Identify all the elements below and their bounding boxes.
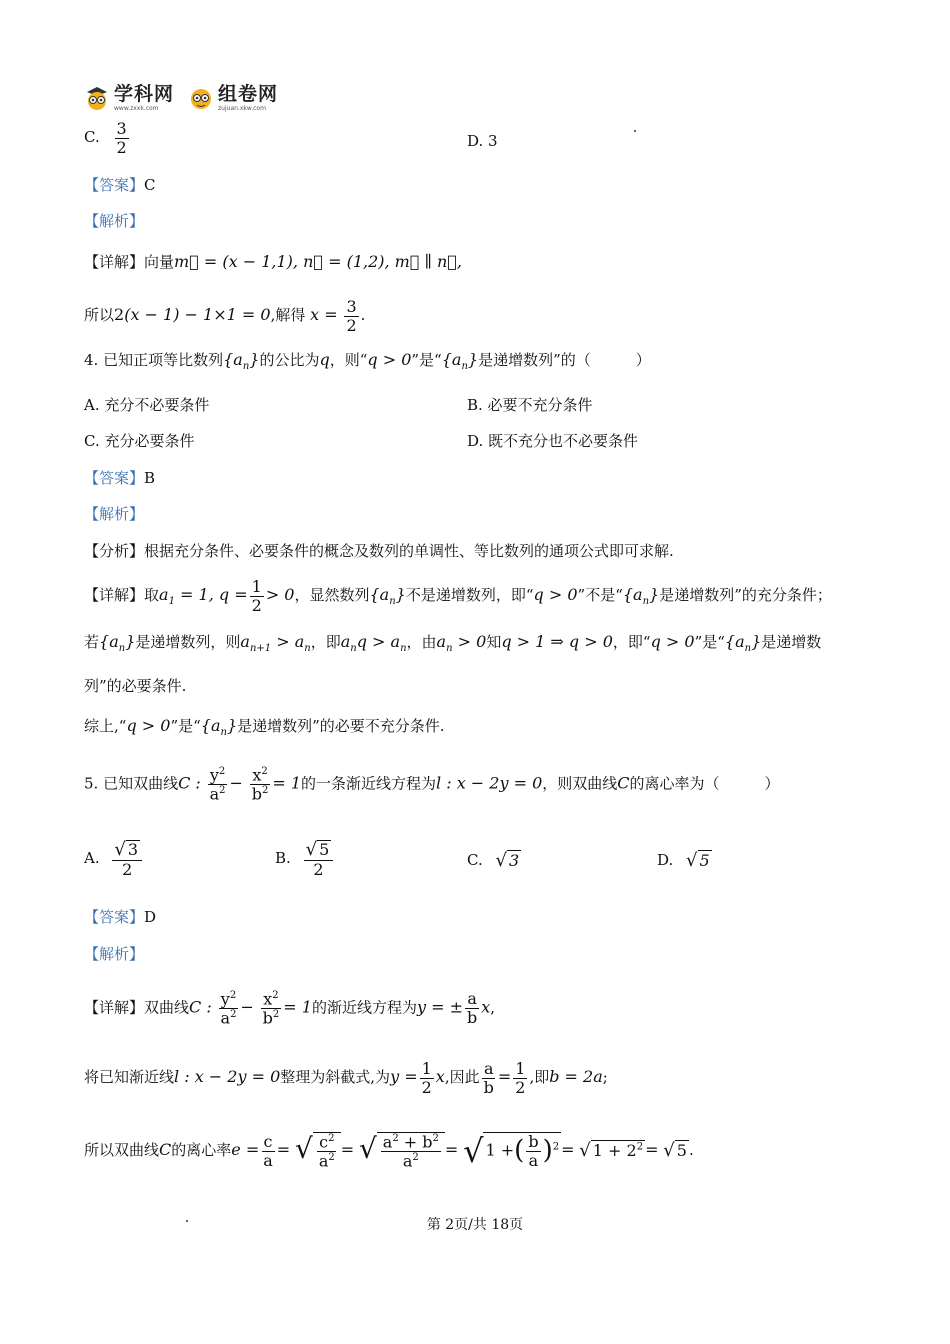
math-expr: $a_1 = 1$, q = (159, 585, 248, 608)
math-expr: $\{a_n\}$ (99, 632, 136, 655)
option-label: B. (275, 849, 291, 868)
q4-detail-3: 列”的必要条件. (84, 677, 187, 695)
q5-option-b (275, 840, 335, 878)
detail-text: 所以双曲线 (84, 1141, 160, 1160)
math-expr: $\{a_n\}$ (622, 585, 660, 608)
math-expr: $\{a_n\}$ (200, 716, 238, 739)
q5-option-c (467, 850, 521, 872)
math-expr: = (497, 1067, 512, 1087)
math-expr: q > 0 (126, 716, 171, 735)
q4-stem (84, 350, 651, 373)
math-expr: q > 0 (533, 585, 578, 605)
math-expr: x (435, 1067, 445, 1087)
math-expr: $\{a_n\}$ (369, 585, 406, 608)
math-expr: C : (178, 773, 201, 793)
math-expr: = (276, 1140, 291, 1160)
detail-text: 整理为斜截式,为 (280, 1068, 391, 1087)
detail-text: 取 (144, 586, 160, 605)
q5-analysis-tag: 【解析】 (84, 945, 145, 963)
detail-text: 是递增数列”的必要不充分条件. (237, 717, 445, 735)
q4-answer (84, 469, 155, 487)
fraction: $\frac{x^2}{b^2}$ (262, 989, 280, 1028)
stem-text: 5. 已知双曲线 (84, 774, 179, 793)
math-expr: l : x − 2y = 0 (174, 1067, 281, 1087)
math-expr: b = 2a (549, 1067, 603, 1087)
q3-detail (84, 252, 462, 271)
math-expr: √ 5 (686, 850, 710, 871)
q4-option-a: A. 充分不必要条件 (84, 396, 210, 414)
logo2-url: zujuan.xkw.com (218, 104, 266, 112)
stem-text: 的离心率为（ ） (629, 774, 780, 793)
math-expr: √ 3 (495, 850, 520, 871)
answer-value: C (144, 176, 156, 194)
math-expr: $\{a_n\}$ (441, 350, 479, 373)
math-expr: C (617, 773, 630, 793)
math-expr: √ 1 +( $\frac{b}{a}$ )$^2$ (463, 1132, 560, 1170)
q3-analysis-tag: 【解析】 (84, 212, 145, 230)
denominator: 2 (116, 137, 127, 157)
answer-tag: 【答案】 (84, 908, 145, 926)
q4-analysis-tag: 【解析】 (84, 505, 145, 523)
detail-text: 不是递增数列，即“ (405, 586, 534, 605)
answer-tag: 【答案】 (84, 469, 145, 487)
detail-text: 将已知渐近线 (84, 1068, 175, 1087)
fenxi-tag: 【分析】 (84, 542, 145, 560)
logo1-url: www.zxxk.com (114, 104, 159, 112)
solve-text: ,解得 (270, 306, 306, 325)
answer-tag: 【答案】 (84, 176, 145, 194)
stray-dot (634, 130, 636, 132)
math-expr: 2(x − 1) − 1×1 = 0 (114, 305, 271, 325)
stem-text: 4. 已知正项等比数列 (84, 351, 224, 369)
math-expr: √ $\frac{a^2 + b^2}{a^2}$ (359, 1132, 445, 1170)
fraction: $\frac{a}{b}$ (483, 1059, 494, 1097)
stem-text: 的公比为 (259, 351, 320, 369)
q4-option-b: B. 必要不充分条件 (467, 396, 593, 414)
q4-detail-4 (84, 716, 445, 739)
detail-text: ，显然数列 (294, 586, 370, 605)
detail-tag: 【详解】 (84, 586, 145, 605)
option-label: A. (84, 849, 100, 868)
q5-stem (84, 766, 780, 803)
q3-option-d: D. 3 (467, 132, 498, 150)
math-expr: $a_{n+1} > a_n$ (240, 632, 311, 655)
q5-detail-2: 将已知渐近线l : x − 2y = 0整理为斜截式,为y = $\frac{1}{2}$ x,因此 $\frac{a}{b}$ = $\frac{1}{2}$ ,即b = 2a; (84, 1059, 608, 1097)
detail-text: 是递增数列”的充分条件； (659, 586, 832, 605)
math-expr: $\{a_n\}$ (223, 350, 260, 373)
q5-option-a (84, 840, 144, 878)
logo-zujuanwang[interactable] (188, 82, 279, 112)
q4-option-d: D. 既不充分也不必要条件 (467, 432, 639, 450)
math-expr: q > 1 ⇒ q > 0 (501, 632, 613, 651)
stem-text: 的一条渐近线方程为 (301, 774, 437, 793)
so-text: 所以 (84, 306, 115, 325)
math-expr: = 1 (272, 773, 301, 793)
detail-text: 综上,“ (84, 717, 127, 735)
fraction: $\frac{1}{2}$ (515, 1059, 526, 1097)
math-expr: = 1 (283, 997, 312, 1017)
fraction (115, 120, 129, 156)
q5-answer (84, 908, 156, 926)
stem-text: ，则“ (329, 351, 368, 369)
detail-text: 的离心率 (171, 1141, 232, 1160)
option-label: C. (467, 850, 483, 869)
math-expr: e = (231, 1140, 260, 1160)
math-expr: − (240, 997, 254, 1017)
page-footer: 第 2页/共 18页 (426, 1217, 524, 1233)
math-expr: = (444, 1140, 459, 1160)
fraction: $\frac{a}{b}$ (466, 989, 478, 1027)
math-expr: x = (310, 305, 338, 325)
detail-text: 是递增数 (761, 633, 822, 651)
numerator: 3 (116, 119, 127, 138)
fraction: $\frac{3}{2}$ (346, 297, 357, 335)
fraction: $\frac{y^2}{a^2}$ (220, 989, 237, 1028)
detail-text: ”不是“ (577, 586, 623, 605)
detail-tag: 【详解】 (84, 253, 145, 271)
stem-text: ”的（ ） (553, 351, 651, 369)
q3-answer (84, 176, 156, 194)
q4-detail-2 (84, 632, 821, 655)
math-expr: y = ± (416, 997, 463, 1017)
stem-text: 是递增数列 (478, 351, 554, 369)
math-expr: q > 0 (367, 350, 412, 369)
math-expr: √ $1 + 2^2$ (579, 1140, 644, 1162)
detail-text: ,即 (529, 1068, 550, 1087)
math-expr: C (159, 1140, 172, 1160)
math-expr: = (645, 1140, 659, 1160)
detail-text: ，由 (406, 633, 437, 651)
fraction: $\frac{1}{2}$ (421, 1059, 432, 1097)
detail-text: 是递增数列，则 (135, 633, 241, 651)
answer-value: D (144, 908, 157, 926)
math-expr: = (340, 1140, 355, 1160)
owl-icon (84, 85, 110, 111)
stem-text: ”是“ (411, 351, 442, 369)
q5-detail-1: 【详解】双曲线C : $\frac{y^2}{a^2}$ − $\frac{x^2}{b^2}$ = 1的渐近线方程为y = ± $\frac{a}{b}$ x, (84, 989, 496, 1028)
math-expr: $a_nq > a_n$ (340, 632, 407, 655)
q4-detail-1 (84, 578, 832, 614)
header-logos (84, 80, 278, 116)
math-expr: $\{a_n\}$ (724, 632, 762, 655)
detail-text: ”是“ (170, 717, 201, 735)
fenxi-text: 根据充分条件、必要条件的概念及数列的单调性、等比数列的通项公式即可求解. (144, 542, 674, 560)
logo2-name: 组卷网 (218, 82, 279, 105)
math-expr: √ 5 (663, 1140, 687, 1162)
math-expr: C : (189, 997, 212, 1017)
fraction: $\frac{x^2}{b^2}$ (251, 765, 269, 804)
math-expr: m⃗ = (x − 1,1), n⃗ = (1,2), m⃗ ∥ n⃗, (174, 252, 462, 271)
q3-option-c (84, 120, 131, 156)
detail-text: 的渐近线方程为 (311, 998, 417, 1017)
math-expr: x (481, 997, 491, 1017)
math-expr: $a_n > 0$ (436, 632, 487, 655)
answer-value: B (144, 469, 156, 487)
q4-fenxi (84, 542, 674, 560)
logo-xuekewang[interactable] (84, 82, 175, 112)
option-label: D. (657, 850, 674, 869)
detail-text: 若 (84, 633, 100, 651)
detail-text: ,因此 (444, 1068, 480, 1087)
math-expr: √ $\frac{c^2}{a^2}$ (295, 1132, 341, 1170)
math-expr: > 0 (265, 585, 295, 605)
detail-text: ，即 (310, 633, 341, 651)
math-expr: l : x − 2y = 0 (436, 773, 543, 793)
fraction: $\frac{c}{a}$ (263, 1132, 273, 1170)
detail-text: 双曲线 (144, 998, 190, 1017)
logo1-name: 学科网 (114, 82, 175, 105)
math-expr: q > 0 (650, 632, 695, 651)
detail-text: ，即“ (612, 633, 651, 651)
option-label: C. (84, 128, 100, 147)
q3-solve: 所以2(x − 1) − 1×1 = 0,解得 x = $\frac{3}{2}$ . (84, 297, 366, 335)
q5-detail-3: 所以双曲线C的离心率e = $\frac{c}{a}$ = √ $\frac{c^2}{a^2}$ = √ $\frac{a^2 + b^2}{a^2}$ = √ 1 +( $\frac{b}{a}$ )$^2$ = √ $1 + 2^2$ = √ 5 . (84, 1132, 694, 1171)
detail-text: 知 (486, 633, 502, 651)
math-expr: − (229, 773, 243, 793)
math-expr: y = (390, 1067, 418, 1087)
q5-option-d (657, 850, 712, 872)
detail-text: 向量 (144, 253, 175, 271)
fraction: $\frac{1}{2}$ (251, 577, 262, 615)
math-expr: q (319, 350, 330, 369)
owl-icon (188, 85, 214, 111)
detail-text: ”是“ (694, 633, 725, 651)
math-expr: = (561, 1140, 575, 1160)
fraction: √ 3 2 (112, 840, 142, 878)
detail-tag: 【详解】 (84, 998, 145, 1017)
fraction: √ 5 2 (304, 840, 334, 878)
q4-option-c: C. 充分必要条件 (84, 432, 195, 450)
stem-text: ，则双曲线 (542, 774, 618, 793)
fraction: $\frac{y^2}{a^2}$ (209, 765, 226, 804)
